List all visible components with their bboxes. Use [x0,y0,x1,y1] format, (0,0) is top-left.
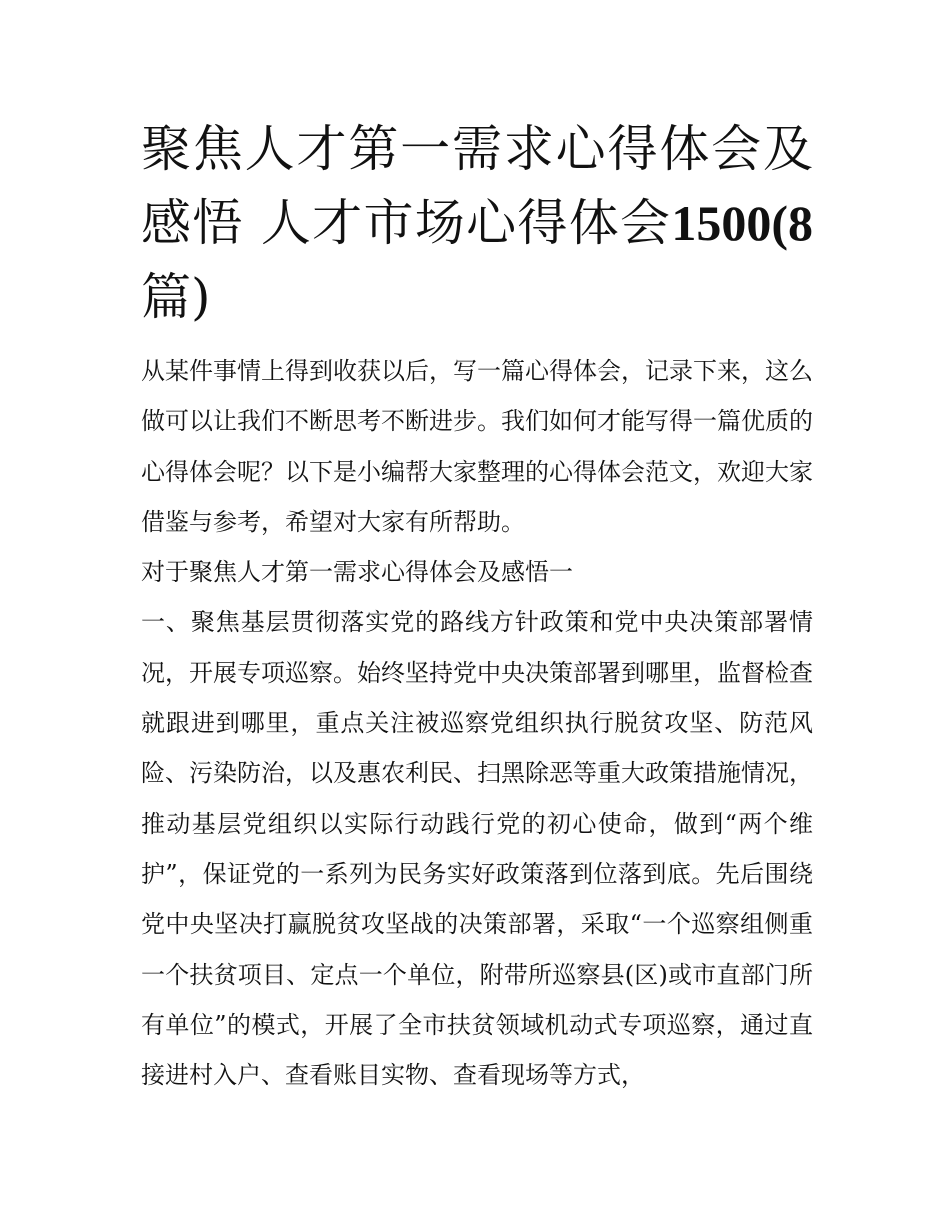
section-heading: 对于聚焦人才第一需求心得体会及感悟一 [141,558,573,587]
document-page [141,112,813,1100]
intro-paragraph: 从某件事情上得到收获以后，写一篇心得体会，记录下来，这么做可以让我们不断思考不断进步。我们如何才能写得一篇优质的心得体会呢？以下是小编帮大家整理的心得体会范文，欢迎大家借鉴与参考，希望对大家有所帮助。 [141,357,813,536]
title-ending-text: 篇) [141,268,211,326]
document-title [141,112,813,334]
title-number-text: 1500(8 [671,195,813,251]
body-paragraph: 一、聚焦基层贯彻落实党的路线方针政策和党中央决策部署情况，开展专项巡察。始终坚持党中央决策部署到哪里，监督检查就跟进到哪里，重点关注被巡察党组织执行脱贫攻坚、防范风险、污染防治，以及惠农利民、扫黑除恶等重大政策措施情况，推动基层党组织以实际行动践行党的初心使命，做到“两个维护”，保证党的一系列为民务实好政策落到位落到底。先后围绕党中央坚决打赢脱贫攻坚战的决策部署，采取“一个巡察组侧重一个扶贫项目、定点一个单位，附带所巡察县(区)或市直部门所有单位”的模式，开展了全市扶贫领域机动式专项巡察，通过直接进村入户、查看账目实物、查看现场等方式， [141,608,813,1090]
title-chinese-text: 聚焦人才第一需求心得体会及感悟 人才市场心得体会 [141,120,813,252]
